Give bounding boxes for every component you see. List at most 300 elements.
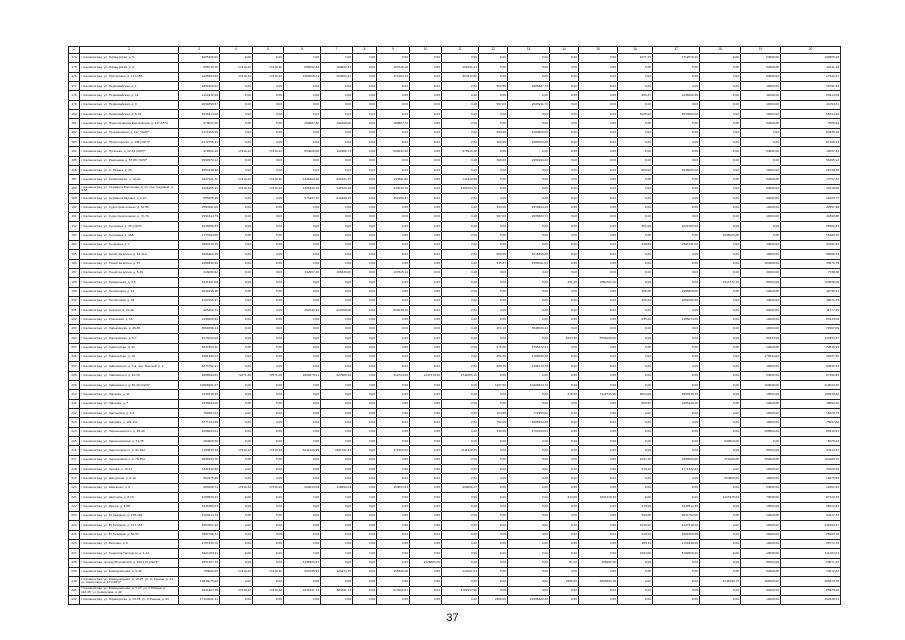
row-number: 231 [69, 586, 80, 595]
value-cell: 156309,28 [377, 567, 410, 576]
value-cell: 0,00 [284, 296, 321, 305]
value-cell: 0,00 [579, 446, 618, 455]
value-cell: 0,00 [479, 240, 508, 249]
value-cell: 979916,38 [442, 147, 479, 156]
value-cell: 0,00 [353, 465, 377, 474]
address-cell: г. Калининград, ул. Хорьковская, д. 5-7 [80, 334, 179, 343]
value-cell: 0,00 [479, 287, 508, 296]
value-cell: 0,00 [479, 437, 508, 446]
value-cell: 0,00 [253, 222, 284, 231]
value-cell: 0,00 [700, 212, 741, 221]
value-cell: 371464,13 [377, 72, 410, 81]
row-number: 219 [69, 474, 80, 483]
value-cell: 0,00 [284, 595, 321, 604]
value-cell: 2082311,62 [579, 278, 618, 287]
value-cell: 0,00 [410, 521, 442, 530]
value-cell: 0,00 [220, 119, 253, 128]
value-cell: 49718,68 [781, 184, 841, 193]
value-cell: 0,00 [653, 362, 700, 371]
value-cell: 11777,65 [781, 306, 841, 315]
value-cell: 0,00 [284, 418, 321, 427]
value-cell: 0,00 [321, 437, 353, 446]
value-cell: 0,00 [618, 203, 653, 212]
value-cell: 0,00 [508, 502, 550, 511]
value-cell: 165249,00 [321, 268, 353, 277]
value-cell: 0,00 [700, 54, 741, 63]
value-cell: 10000,00 [741, 511, 781, 520]
value-cell: 0,00 [479, 184, 508, 193]
value-cell: 39427,56 [781, 353, 841, 362]
value-cell: 12401,64 [781, 483, 841, 492]
value-cell: 0,00 [550, 343, 579, 352]
value-cell: 0,00 [618, 259, 653, 268]
value-cell: 221058,00 [321, 306, 353, 315]
value-cell: 1981390,03 [179, 353, 220, 362]
value-cell: 0,00 [550, 82, 579, 91]
table-row [69, 147, 841, 156]
value-cell: 884811,74 [321, 586, 353, 595]
value-cell: 0,00 [618, 353, 653, 362]
value-cell: 0,00 [653, 82, 700, 91]
value-cell: 0,00 [700, 595, 741, 604]
value-cell: 0,00 [550, 521, 579, 530]
address-cell: г. Калининград, ул. Просвещения, д. 117 (ОКН)* [80, 128, 179, 137]
table-row [69, 240, 841, 249]
table-row [69, 567, 841, 576]
row-number: 188 [69, 184, 80, 193]
value-cell: 0,00 [618, 268, 653, 277]
value-cell: 405,30 [618, 296, 653, 305]
value-cell: 1246600,00 [653, 91, 700, 100]
value-cell: 17410,42 [220, 446, 253, 455]
value-cell: 0,00 [579, 166, 618, 175]
value-cell: 0,00 [579, 138, 618, 147]
value-cell: 1165504,80 [179, 72, 220, 81]
value-cell: 5299900,00 [653, 549, 700, 558]
value-cell: 0,00 [253, 549, 284, 558]
value-cell: 0,00 [508, 483, 550, 492]
value-cell: 0,00 [508, 567, 550, 576]
value-cell: 0,00 [220, 100, 253, 109]
value-cell: 0,00 [253, 465, 284, 474]
table-row [69, 128, 841, 137]
address-cell: г. Калининград, ул. Сапфировая, д. 14-20 [80, 175, 179, 184]
value-cell: 0,00 [410, 427, 442, 436]
table-row [69, 483, 841, 492]
value-cell: 63000,00 [741, 483, 781, 492]
value-cell: 17410,42 [253, 147, 284, 156]
value-cell: 2416465,91 [179, 184, 220, 193]
value-cell: 36791,54 [781, 82, 841, 91]
value-cell: 0,00 [550, 474, 579, 483]
value-cell: 0,00 [321, 222, 353, 231]
value-cell: 0,00 [618, 82, 653, 91]
value-cell: 0,00 [284, 427, 321, 436]
value-cell: 0,00 [253, 156, 284, 165]
value-cell: 10000,00 [741, 203, 781, 212]
value-cell: 0,00 [377, 138, 410, 147]
value-cell: 828,70 [479, 362, 508, 371]
value-cell: 41890,68 [781, 212, 841, 221]
value-cell: 0,00 [321, 474, 353, 483]
value-cell: 0,00 [579, 474, 618, 483]
column-number: 12 [479, 47, 508, 54]
value-cell: 10000,00 [741, 324, 781, 333]
value-cell: 0,00 [700, 100, 741, 109]
address-cell: г. Калининград, ул. Чапаева, д. 129-131 [80, 418, 179, 427]
value-cell: 0,00 [550, 324, 579, 333]
value-cell: 0,00 [550, 138, 579, 147]
value-cell: 2561911,02 [653, 240, 700, 249]
value-cell: 0,00 [253, 91, 284, 100]
value-cell: 0,00 [479, 530, 508, 539]
value-cell: 0,00 [253, 231, 284, 240]
row-number: 184 [69, 147, 80, 156]
value-cell: 0,00 [550, 296, 579, 305]
value-cell: 771950,00 [508, 409, 550, 418]
value-cell: 0,00 [579, 437, 618, 446]
value-cell: 3242912,20 [653, 502, 700, 511]
value-cell: 53455,12 [781, 156, 841, 165]
value-cell: 0,00 [508, 474, 550, 483]
value-cell: 0,00 [479, 465, 508, 474]
value-cell: 0,00 [321, 595, 353, 604]
value-cell: 0,00 [479, 446, 508, 455]
value-cell: 10000,00 [741, 315, 781, 324]
value-cell: 1811942,86 [179, 465, 220, 474]
value-cell: 0,00 [618, 128, 653, 137]
value-cell: 0,00 [550, 427, 579, 436]
value-cell: 0,00 [508, 371, 550, 380]
value-cell: 0,00 [321, 362, 353, 371]
address-cell: г. Калининград, ул. Химическая, д. 12 [80, 343, 179, 352]
value-cell: 0,00 [442, 539, 479, 548]
value-cell: 0,00 [741, 128, 781, 137]
value-cell: 68086,33 [781, 250, 841, 259]
value-cell: 0,00 [353, 483, 377, 492]
value-cell: 10508961,07 [179, 381, 220, 390]
value-cell: 268687,40 [284, 119, 321, 128]
value-cell: 0,00 [321, 343, 353, 352]
value-cell: 0,00 [550, 72, 579, 81]
value-cell: 18275,69 [781, 474, 841, 483]
value-cell: 0,00 [353, 259, 377, 268]
value-cell: 0,00 [700, 147, 741, 156]
table-row [69, 362, 841, 371]
value-cell: 2111228,75 [442, 446, 479, 455]
row-number: 191 [69, 212, 80, 221]
value-cell: 0,00 [442, 334, 479, 343]
value-cell: 0,00 [700, 119, 741, 128]
address-cell: г. Калининград, ул. Генерала Галицкого, д. 1-1А [80, 549, 179, 558]
value-cell: 0,00 [220, 203, 253, 212]
value-cell: 17410,42 [253, 175, 284, 184]
value-cell: 0,00 [550, 119, 579, 128]
value-cell: 0,00 [253, 100, 284, 109]
table-row [69, 343, 841, 352]
value-cell: 0,00 [550, 567, 579, 576]
value-cell: 0,00 [700, 343, 741, 352]
value-cell: 0,00 [410, 324, 442, 333]
value-cell: 0,00 [220, 212, 253, 221]
value-cell: 0,00 [700, 166, 741, 175]
value-cell: 941525,18 [321, 184, 353, 193]
value-cell: 1686,50 [550, 577, 579, 586]
value-cell: 0,00 [321, 455, 353, 464]
value-cell: 0,00 [479, 539, 508, 548]
table-row [69, 465, 841, 474]
value-cell: 0,00 [653, 259, 700, 268]
value-cell: 358,00 [618, 287, 653, 296]
value-cell: 2099396,57 [179, 100, 220, 109]
value-cell: 2305,00 [479, 595, 508, 604]
table-row [69, 110, 841, 119]
value-cell: 861,00 [618, 222, 653, 231]
value-cell: 352166,47 [377, 194, 410, 203]
value-cell: 2285140,00 [653, 399, 700, 408]
value-cell: 0,00 [353, 381, 377, 390]
value-cell: 0,00 [653, 175, 700, 184]
value-cell: 0,00 [579, 511, 618, 520]
value-cell: 0,00 [253, 203, 284, 212]
value-cell: 10000,00 [741, 539, 781, 548]
value-cell: 0,00 [508, 549, 550, 558]
value-cell: 752,00 [479, 418, 508, 427]
value-cell: 0,00 [700, 511, 741, 520]
value-cell: 0,00 [410, 418, 442, 427]
value-cell: 521031,37 [321, 175, 353, 184]
value-cell: 0,00 [700, 306, 741, 315]
value-cell: 0,00 [618, 595, 653, 604]
value-cell: 0,00 [220, 353, 253, 362]
value-cell: 0,00 [284, 166, 321, 175]
column-number: 17 [653, 47, 700, 54]
value-cell: 0,00 [579, 595, 618, 604]
value-cell: 17410,42 [253, 72, 284, 81]
row-number: 208 [69, 371, 80, 380]
value-cell: 19411,29 [781, 63, 841, 72]
value-cell: 0,00 [410, 100, 442, 109]
value-cell: 0,00 [377, 240, 410, 249]
value-cell: 0,00 [321, 558, 353, 567]
value-cell: 0,00 [550, 362, 579, 371]
value-cell: 0,00 [353, 240, 377, 249]
value-cell: 0,00 [284, 362, 321, 371]
table-row [69, 371, 841, 380]
value-cell: 4858594,63 [179, 371, 220, 380]
value-cell: 0,00 [508, 222, 550, 231]
value-cell: 10000,00 [741, 595, 781, 604]
value-cell: 10000,00 [741, 100, 781, 109]
value-cell: 2025211,76 [508, 100, 550, 109]
value-cell: 3687796,71 [179, 530, 220, 539]
value-cell: 0,00 [321, 530, 353, 539]
table-row [69, 100, 841, 109]
value-cell: 0,00 [618, 493, 653, 502]
value-cell: 0,00 [508, 184, 550, 193]
value-cell: 1744065,19 [442, 371, 479, 380]
value-cell: 0,00 [220, 287, 253, 296]
row-number: 185 [69, 156, 80, 165]
value-cell: 0,00 [442, 511, 479, 520]
value-cell: 3765272,24 [508, 343, 550, 352]
value-cell: 17410,42 [253, 586, 284, 595]
value-cell: 0,00 [284, 530, 321, 539]
value-cell: 0,00 [284, 231, 321, 240]
value-cell: 0,00 [653, 212, 700, 221]
value-cell: 0,00 [442, 381, 479, 390]
value-cell: 0,00 [253, 399, 284, 408]
row-number: 224 [69, 521, 80, 530]
value-cell: 3041026,95 [284, 446, 321, 455]
value-cell: 0,00 [321, 549, 353, 558]
value-cell: 0,00 [653, 184, 700, 193]
value-cell: 0,00 [353, 371, 377, 380]
value-cell: 4172755,21 [179, 138, 220, 147]
value-cell: 0,00 [410, 315, 442, 324]
value-cell: 87296,80 [781, 371, 841, 380]
value-cell: 0,00 [377, 82, 410, 91]
value-cell: 1777094,86 [179, 231, 220, 240]
value-cell: 4080290,00 [508, 138, 550, 147]
value-cell: 210,40 [618, 465, 653, 474]
value-cell: 0,00 [479, 567, 508, 576]
value-cell: 0,00 [284, 250, 321, 259]
value-cell: 0,00 [410, 483, 442, 492]
value-cell: 3548039,44 [508, 324, 550, 333]
value-cell: 312,00 [550, 493, 579, 502]
value-cell: 63000,00 [741, 194, 781, 203]
value-cell: 0,00 [508, 390, 550, 399]
value-cell: 0,00 [220, 110, 253, 119]
value-cell: 17410,42 [220, 72, 253, 81]
value-cell: 0,00 [253, 390, 284, 399]
value-cell: 0,00 [579, 409, 618, 418]
value-cell: 56189,40 [781, 231, 841, 240]
value-cell: 0,00 [220, 138, 253, 147]
row-number: 194 [69, 240, 80, 249]
value-cell: 10000,00 [741, 82, 781, 91]
value-cell: 2593911,00 [179, 203, 220, 212]
value-cell: 0,00 [700, 483, 741, 492]
value-cell: 265,11 [618, 539, 653, 548]
value-cell: 4510000,00 [653, 110, 700, 119]
row-number: 199 [69, 287, 80, 296]
value-cell: 265800,00 [741, 427, 781, 436]
row-number: 212 [69, 409, 80, 418]
value-cell: 1691415,40 [579, 493, 618, 502]
table-row [69, 549, 841, 558]
row-number: 180 [69, 110, 80, 119]
value-cell: 0,00 [220, 455, 253, 464]
value-cell: 17410,42 [253, 184, 284, 193]
value-cell: 0,00 [410, 493, 442, 502]
value-cell: 0,00 [700, 530, 741, 539]
value-cell: 969,47 [618, 91, 653, 100]
value-cell: 0,00 [479, 222, 508, 231]
value-cell: 0,00 [321, 212, 353, 221]
value-cell: 0,00 [442, 558, 479, 567]
value-cell: 0,00 [353, 362, 377, 371]
value-cell: 6257891,92 [179, 521, 220, 530]
value-cell: 5596008,00 [579, 334, 618, 343]
value-cell: 0,00 [253, 268, 284, 277]
value-cell: 0,00 [579, 72, 618, 81]
value-cell: 0,00 [508, 287, 550, 296]
value-cell: 0,00 [377, 511, 410, 520]
value-cell: 0,00 [253, 259, 284, 268]
value-cell: 10428,77 [781, 194, 841, 203]
address-cell: г. Калининград, ул. Ю.Гагарина, д. 135-139 [80, 511, 179, 520]
value-cell: 0,00 [550, 194, 579, 203]
value-cell: 0,00 [377, 539, 410, 548]
value-cell: 434040,78 [377, 184, 410, 193]
value-cell: 0,00 [550, 203, 579, 212]
value-cell: 87743,39 [781, 493, 841, 502]
row-number: 176 [69, 72, 80, 81]
value-cell: 10000,00 [741, 240, 781, 249]
value-cell: 5241391,08 [179, 278, 220, 287]
value-cell: 63000,00 [741, 54, 781, 63]
value-cell: 0,00 [410, 437, 442, 446]
value-cell: 659,00 [479, 250, 508, 259]
value-cell: 7585,69 [781, 119, 841, 128]
value-cell: 0,00 [700, 502, 741, 511]
value-cell: 3685954,46 [508, 418, 550, 427]
value-cell: 1757216,76 [179, 539, 220, 548]
table-row [69, 399, 841, 408]
value-cell: 0,00 [700, 381, 741, 390]
value-cell: 0,00 [377, 296, 410, 305]
value-cell: 63000,00 [741, 306, 781, 315]
value-cell: 0,00 [353, 399, 377, 408]
value-cell: 17410,42 [220, 184, 253, 193]
column-number: 20 [781, 47, 841, 54]
table-row [69, 212, 841, 221]
value-cell: 0,00 [653, 100, 700, 109]
value-cell: 0,00 [410, 381, 442, 390]
value-cell: 0,00 [410, 511, 442, 520]
value-cell: 0,00 [410, 278, 442, 287]
value-cell: 0,00 [377, 231, 410, 240]
value-cell: 4258836,43 [179, 493, 220, 502]
value-cell: 625152,73 [179, 306, 220, 315]
table-row [69, 455, 841, 464]
value-cell: 3273752,21 [179, 362, 220, 371]
value-cell: 0,00 [579, 110, 618, 119]
address-cell: г. Калининград, ул. Чайковского, д. 5-9, пер. Нисский, д. 2 [80, 362, 179, 371]
value-cell: 0,00 [253, 296, 284, 305]
address-cell: г. Калининград, ул. Тихорецкая, д. 14 [80, 287, 179, 296]
value-cell: 0,00 [377, 558, 410, 567]
value-cell: 0,00 [284, 493, 321, 502]
value-cell: 0,00 [700, 91, 741, 100]
value-cell: 0,00 [550, 184, 579, 193]
value-cell: 5076,24 [781, 437, 841, 446]
value-cell: 0,00 [321, 156, 353, 165]
value-cell: 0,00 [321, 427, 353, 436]
value-cell: 1122746,95 [579, 390, 618, 399]
value-cell: 0,00 [220, 296, 253, 305]
value-cell: 644405,45 [321, 194, 353, 203]
column-number: 1 [69, 47, 80, 54]
value-cell: 0,00 [442, 399, 479, 408]
address-cell: г. Калининград, ул. Пугачева, д. 12-14 (ОКН)* [80, 147, 179, 156]
address-cell: г. Калининград, ул. Радищева, д. 87-89 (ОКН)* [80, 156, 179, 165]
value-cell: 0,00 [442, 296, 479, 305]
value-cell: 0,00 [353, 558, 377, 567]
value-cell: 0,00 [508, 493, 550, 502]
